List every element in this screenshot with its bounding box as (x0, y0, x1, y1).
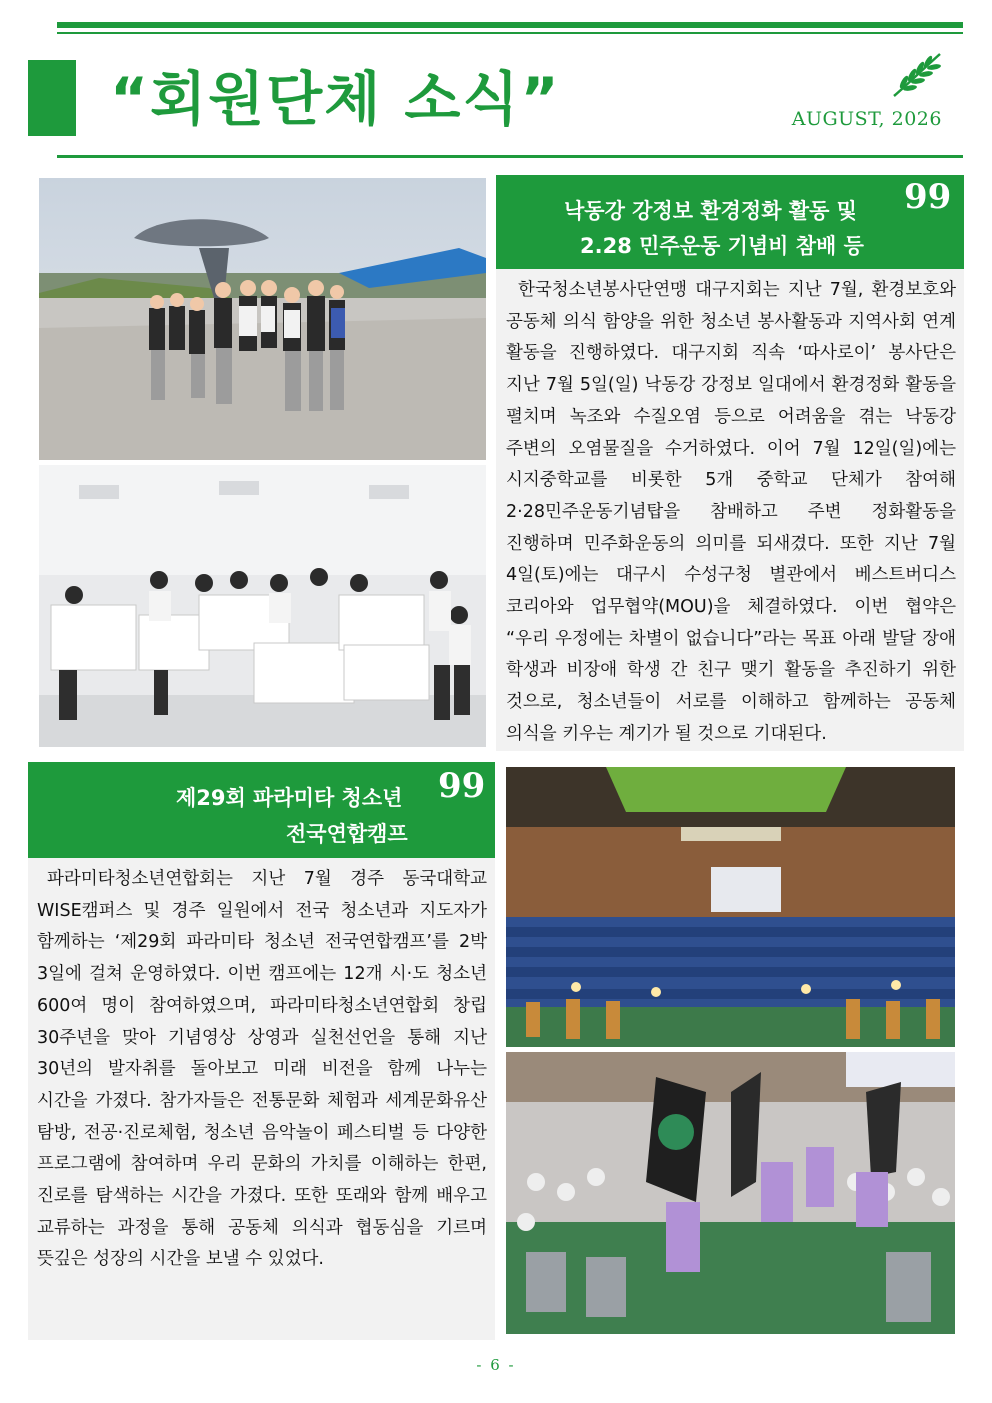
wheat-leaf-icon (890, 50, 946, 100)
photo-flag-procession (506, 1052, 955, 1334)
article2-heading-line1: 제29회 파라미타 청소년 (176, 786, 403, 810)
article1-quote-mark: 99 (904, 177, 952, 217)
article1-body-text (506, 275, 956, 751)
article1-heading-box (496, 175, 964, 269)
article1-heading-line1: 낙동강 강정보 환경정화 활동 및 (564, 199, 857, 223)
page-title: “회원단체 소식” (110, 65, 561, 133)
photo-indoor-drawings (39, 465, 486, 747)
header-top-rule-thick (57, 22, 963, 28)
title-accent-block (28, 60, 76, 136)
photo-outdoor-group (39, 178, 486, 460)
article1-heading-line2: 2.28 민주운동 기념비 참배 등 (580, 234, 864, 258)
header-top-rule-thin (57, 32, 963, 34)
article2-heading-box (28, 762, 495, 858)
article2-heading-line2: 전국연합캠프 (286, 822, 408, 846)
article2-quote-mark: 99 (438, 766, 486, 806)
article2-body-text (37, 864, 487, 1276)
page-number: - 6 - (476, 1356, 516, 1374)
issue-date: AUGUST, 2026 (791, 108, 942, 130)
article1-paragraph: 한국청소년봉사단연맹 대구지회는 지난 7월, 환경보호와 공동체 의식 함양을 위한 청소년 봉사활동과 지역사회 연계 활동을 진행하였다. 대구지회 직속 ‘따사로이’ 봉사단은 지난 7월 5일(일) 낙동강 강정보 일대에서 환경정화 활동을 펼치며 녹조와 수질오염 등으로 어려움을 겪는 낙동강 주변의 오염물질을 수거하였다. 이어 7월 12일(일)에는 시지중학교를 비롯한 5개 중학교 단체가 참여해 2·28민주운동기념탑을 참배하고 주변 정화활동을 진행하며 민주화운동의 의미를 되새겼다. 또한 지난 7월 4일(토)에는 대구시 수성구청 별관에서 베스트버디스 코리아와 업무협약(MOU)을 체결하였다. 이번 협약은 “우리 우정에는 차별이 없습니다”라는 목표 아래 발달 장애 학생과 비장애 학생 간 친구 맺기 활동을 추진하기 위한 것으로, 청소년들이 서로를 이해하고 함께하는 공동체 의식을 키우는 계기가 될 것으로 기대된다. (506, 280, 956, 744)
photo-gymnasium-ceremony (506, 767, 955, 1047)
article2-paragraph: 파라미타청소년연합회는 지난 7월 경주 동국대학교 WISE캠퍼스 및 경주 일원에서 전국 청소년과 지도자가 함께하는 ‘제29회 파라미타 청소년 전국연합캠프’를 2박 3일에 걸쳐 운영하였다. 이번 캠프에는 12개 시·도 청소년 600여 명이 참여하였으며, 파라미타청소년연합회 창립 30주년을 맞아 기념영상 상영과 실천선언을 통해 지난 30년의 발자취를 돌아보고 미래 비전을 함께 나누는 시간을 가졌다. 참가자들은 전통문화 체험과 세계문화유산 탐방, 전공·진로체험, 청소년 음악놀이 페스티벌 등 다양한 프로그램에 참여하며 우리 문화의 가치를 이해하는 한편, 진로를 탐색하는 시간을 가졌다. 또한 또래와 함께 배우고 교류하는 과정을 통해 공동체 의식과 협동심을 기르며 뜻깊은 성장의 시간을 보낼 수 있었다. (37, 869, 487, 1270)
header-bottom-rule (57, 155, 963, 158)
